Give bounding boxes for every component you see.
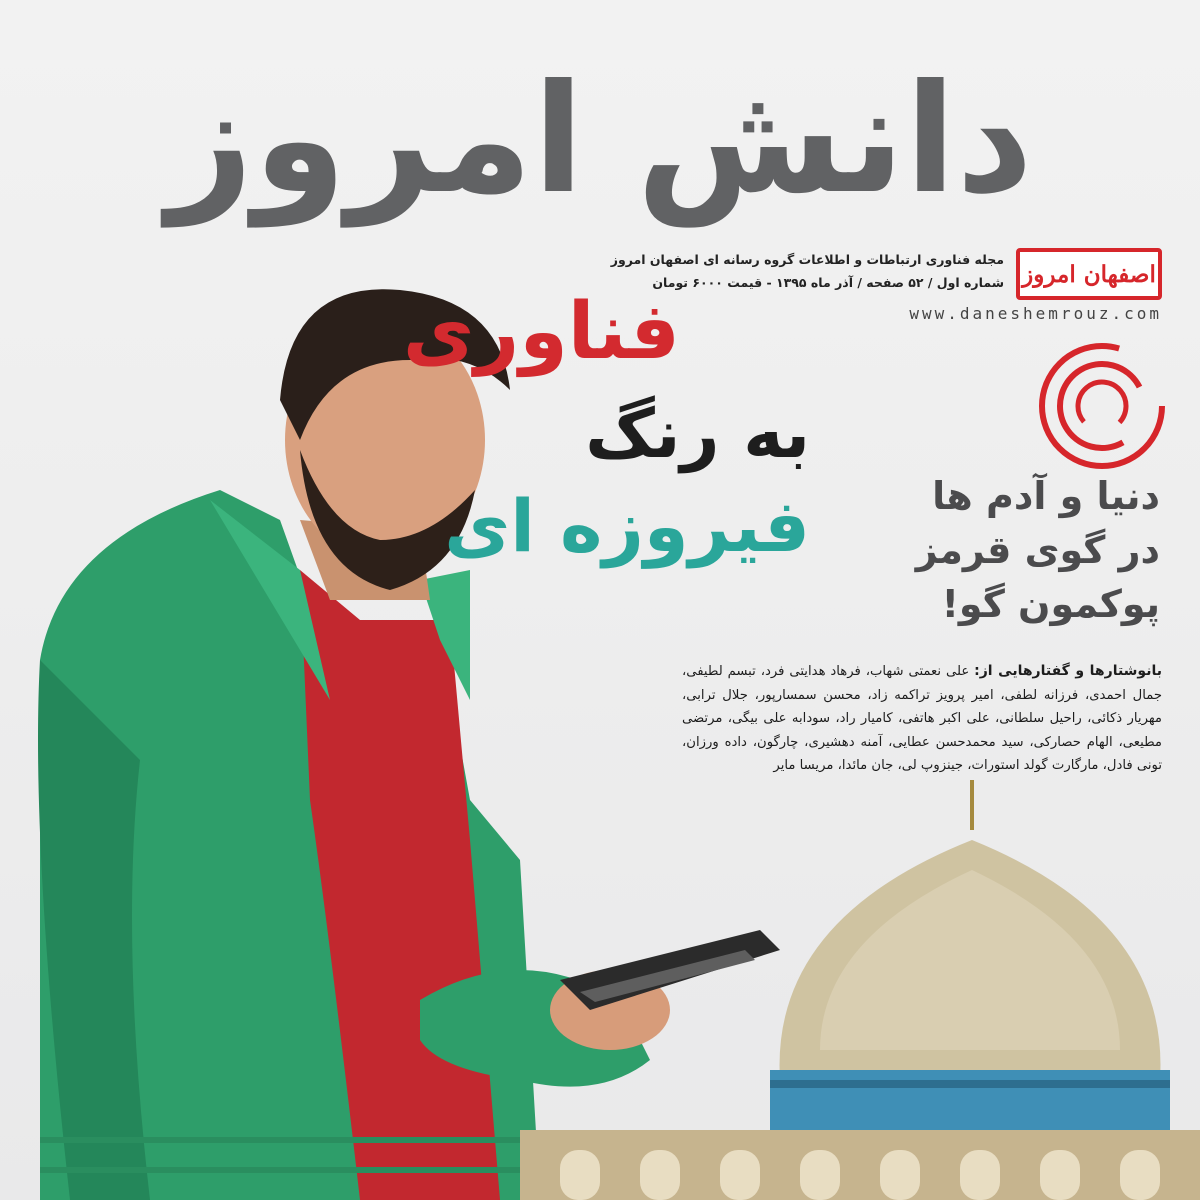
tagline-line-1: دنیا و آدم ها xyxy=(932,474,1160,518)
masthead-title: دانش امروز xyxy=(166,53,1034,227)
headline-colored: به رنگ xyxy=(585,395,810,474)
website-url: www.daneshemrouz.com xyxy=(909,304,1162,323)
tagline-line-2: در گوی قرمز xyxy=(915,527,1160,572)
headline-turquoise: فیروزه ای xyxy=(444,484,810,568)
contributors-names: علی نعمتی شهاب، فرهاد هدایتی فرد، تبسم لطیفی، جمال احمدی، فرزانه لطفی، امیر پرویز تراکمه زاد، محسن سمسارپور، جلال ترابی، مهریار ذکائی، راحیل سلطانی، علی اکبر هاتفی، کامیار راد، سودابه علی بیگی، مرتضی مطیعی، الهام حصارکی، سید محمدحسن عطایی، آمنه دهشیری، چارگون، داده ورزان، تونی فادل، مارگارت گولد استورات، جینزوپ لی، جان مائدا، مریسا مایر xyxy=(682,664,1162,773)
publisher-logo: اصفهان امروز xyxy=(1016,248,1162,300)
pokeball-rings-icon xyxy=(1034,338,1170,474)
cover-photo-mosque-dome xyxy=(520,780,1200,1200)
issue-info: شماره اول / ۵۲ صفحه / آذر ماه ۱۳۹۵ - قیمت ۶۰۰۰ تومان xyxy=(652,275,1004,290)
headline-technology: فناوری xyxy=(402,287,680,377)
contributors-lead: بانوشتارها و گفتارهایی از: xyxy=(974,663,1162,679)
magazine-description: مجله فناوری ارتباطات و اطلاعات گروه رسانه ای اصفهان امروز xyxy=(610,252,1004,267)
contributors-list xyxy=(682,660,1162,778)
tagline-line-3: پوکمون گو! xyxy=(941,581,1160,626)
pokemon-tagline xyxy=(780,470,1160,632)
